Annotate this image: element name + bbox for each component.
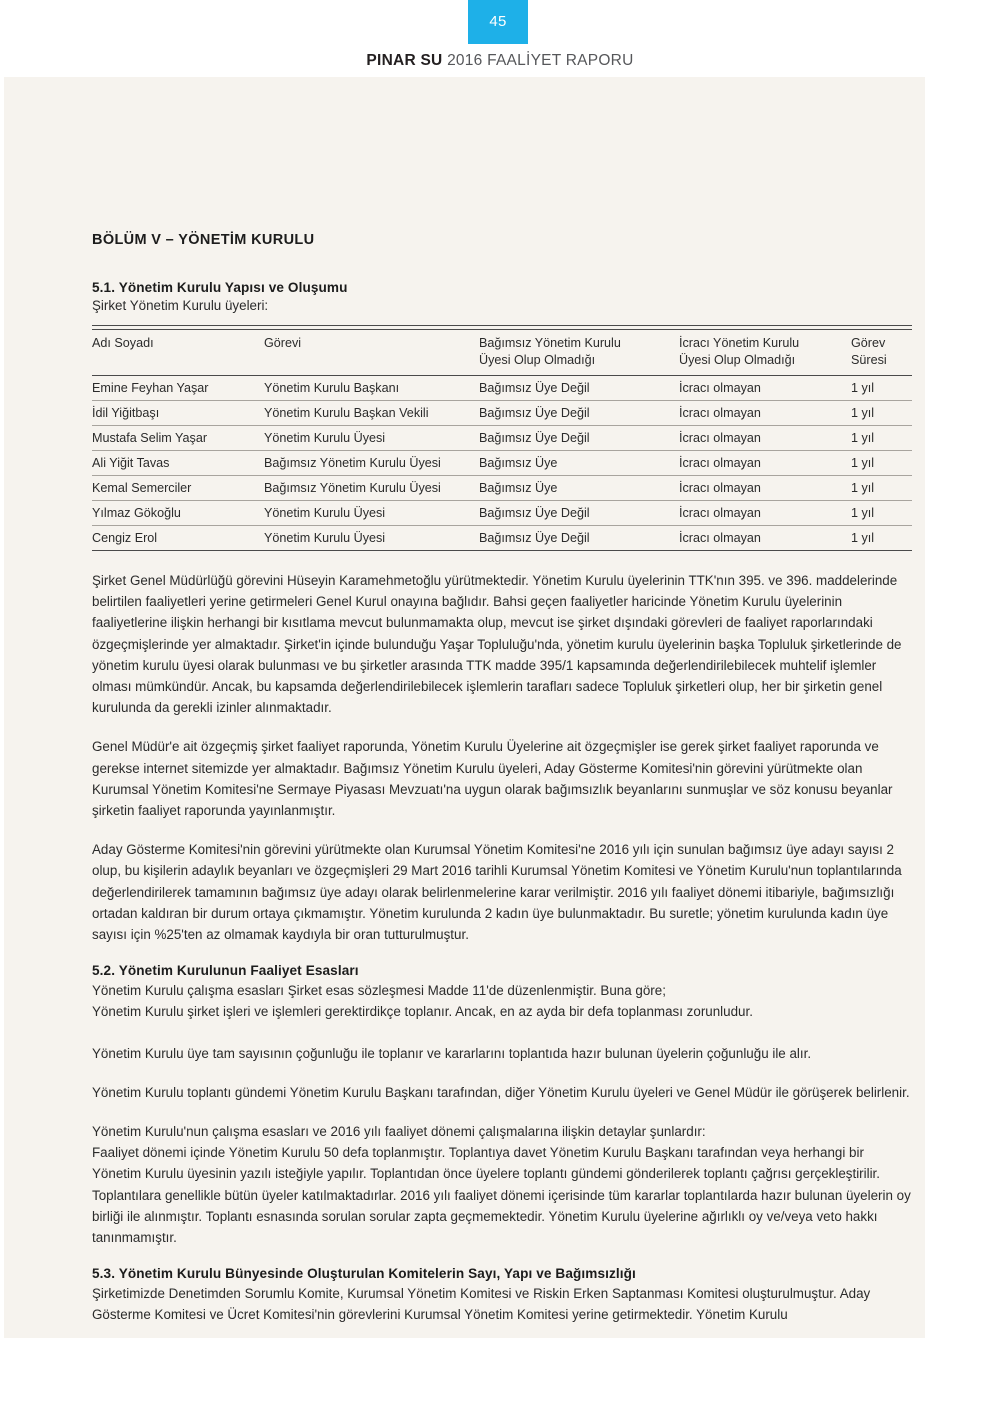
cell-term: 1 yıl <box>851 401 912 426</box>
cell-role: Yönetim Kurulu Üyesi <box>264 526 479 551</box>
section-5-3-block <box>92 1266 912 1325</box>
cell-independence: Bağımsız Üye Değil <box>479 501 679 526</box>
cell-name: Emine Feyhan Yaşar <box>92 376 264 401</box>
heading-5-3: 5.3. Yönetim Kurulu Bünyesinde Oluşturulan Komitelerin Sayı, Yapı ve Bağımsızlığı <box>92 1266 636 1282</box>
cell-executive: İcracı olmayan <box>679 476 851 501</box>
brand-name: PINAR SU <box>366 52 443 69</box>
cell-term: 1 yıl <box>851 526 912 551</box>
table-head <box>92 326 912 376</box>
table-header-row <box>92 330 912 376</box>
header-line-1: Bağımsız Yönetim Kurulu <box>479 336 621 350</box>
header-line-1: Görevi <box>264 336 302 350</box>
board-members-table <box>92 325 912 551</box>
table-body <box>92 376 912 551</box>
table-row <box>92 426 912 451</box>
cell-term: 1 yıl <box>851 476 912 501</box>
section-5-2-block <box>92 963 912 1022</box>
cell-name: Ali Yiğit Tavas <box>92 451 264 476</box>
cell-executive: İcracı olmayan <box>679 376 851 401</box>
column-header-executive <box>679 330 851 376</box>
cell-name: Mustafa Selim Yaşar <box>92 426 264 451</box>
header-line-2: Süresi <box>851 353 887 367</box>
heading-5-2: 5.2. Yönetim Kurulunun Faaliyet Esasları <box>92 963 359 979</box>
heading-5-1-lead: Şirket Yönetim Kurulu üyeleri: <box>92 298 269 313</box>
table-row <box>92 501 912 526</box>
cell-independence: Bağımsız Üye Değil <box>479 426 679 451</box>
cell-term: 1 yıl <box>851 451 912 476</box>
paragraph-3: Aday Gösterme Komitesi'nin görevini yürütmekte olan Kurumsal Yönetim Komitesi'ne 2016 yılı için sunulan bağımsız üye adayı sayısı 2 olup, bu kişilerin adaylık beyanları ve özgeçmişleri 29 Mart 2016 tarihli Kurumsal Yönetim Komitesi ve Yönetim Kurulu'nun toplantılarında değerlendirilerek tamamının bağımsız üye adayı olarak belirlenmelerine karar verilmiştir. 2016 yılı faaliyet dönemi itibariyle, bağımsızlığı ortadan kaldıran bir durum ortaya çıkmamıştır. Yönetim kurulunda 2 kadın üye bulunmaktadır. Bu suretle; yönetim kurulunda kadın üye sayısı için %25'ten az olmamak kaydıyla bir oran tutturulmuştur. <box>92 842 902 943</box>
cell-term: 1 yıl <box>851 426 912 451</box>
cell-term: 1 yıl <box>851 501 912 526</box>
table-row <box>92 451 912 476</box>
paragraph-8: Yönetim Kurulu'nun çalışma esasları ve 2016 yılı faaliyet dönemi çalışmalarına ilişkin detaylar şunlardır: <box>92 1124 706 1140</box>
cell-independence: Bağımsız Üye Değil <box>479 526 679 551</box>
cell-role: Yönetim Kurulu Üyesi <box>264 426 479 451</box>
page-content <box>92 232 912 1326</box>
column-header-role <box>264 330 479 376</box>
paragraph-7: Yönetim Kurulu toplantı gündemi Yönetim Kurulu Başkanı tarafından, diğer Yönetim Kurulu üyeleri ve Genel Müdür ile görüşerek belirlenir. <box>92 1084 910 1100</box>
spacer <box>92 1023 912 1043</box>
cell-role: Yönetim Kurulu Başkanı <box>264 376 479 401</box>
cell-name: Yılmaz Gökoğlu <box>92 501 264 526</box>
table-row <box>92 526 912 551</box>
body-copy <box>92 570 912 1326</box>
paragraph-6: Yönetim Kurulu üye tam sayısının çoğunluğu ile toplanır ve kararlarını toplantıda hazır bulunan üyelerin çoğunluğu ile alır. <box>92 1045 812 1061</box>
cell-executive: İcracı olmayan <box>679 501 851 526</box>
header-line-1: İcracı Yönetim Kurulu <box>679 336 800 350</box>
header-line-1: Görev <box>851 336 886 350</box>
cell-executive: İcracı olmayan <box>679 401 851 426</box>
page-number-badge: 45 <box>468 0 528 44</box>
cell-role: Bağımsız Yönetim Kurulu Üyesi <box>264 476 479 501</box>
cell-executive: İcracı olmayan <box>679 526 851 551</box>
paragraph-4: Yönetim Kurulu çalışma esasları Şirket esas sözleşmesi Madde 11'de düzenlenmiştir. Buna göre; <box>92 983 666 999</box>
running-header <box>0 52 1000 70</box>
cell-role: Yönetim Kurulu Üyesi <box>264 501 479 526</box>
cell-independence: Bağımsız Üye <box>479 451 679 476</box>
table-row <box>92 476 912 501</box>
cell-executive: İcracı olmayan <box>679 451 851 476</box>
cell-role: Bağımsız Yönetim Kurulu Üyesi <box>264 451 479 476</box>
header-line-2: Üyesi Olup Olmadığı <box>479 353 596 367</box>
paragraph-10: Şirketimizde Denetimden Sorumlu Komite, Kurumsal Yönetim Komitesi ve Riskin Erken Saptanması Komitesi oluşturulmuştur. Aday Gösterme Komitesi ve Ücret Komitesi'nin görevlerini Kurumsal Yönetim Komitesi yerine getirmektedir. Yönetim Kurulu <box>92 1286 871 1323</box>
page-title: BÖLÜM V – YÖNETİM KURULU <box>92 232 315 248</box>
paragraph-5: Yönetim Kurulu şirket işleri ve işlemleri gerektirdikçe toplanır. Ancak, en az ayda bir defa toplanması zorunludur. <box>92 1004 753 1020</box>
table-row <box>92 376 912 401</box>
cell-name: Cengiz Erol <box>92 526 264 551</box>
cell-name: İdil Yiğitbaşı <box>92 401 264 426</box>
cell-independence: Bağımsız Üye Değil <box>479 401 679 426</box>
cell-role: Yönetim Kurulu Başkan Vekili <box>264 401 479 426</box>
header-line-2: Üyesi Olup Olmadığı <box>679 353 796 367</box>
cell-independence: Bağımsız Üye Değil <box>479 376 679 401</box>
column-header-name <box>92 330 264 376</box>
column-header-independence <box>479 330 679 376</box>
cell-name: Kemal Semerciler <box>92 476 264 501</box>
table-row <box>92 401 912 426</box>
cell-independence: Bağımsız Üye <box>479 476 679 501</box>
cell-term: 1 yıl <box>851 376 912 401</box>
paragraph-1: Şirket Genel Müdürlüğü görevini Hüseyin Karamehmetoğlu yürütmektedir. Yönetim Kurulu üyelerinin TTK'nın 395. ve 396. maddelerinde belirtilen faaliyetleri yerine getirmeleri Genel Kurul onayına bağlıdır. Bahsi geçen faaliyetler haricinde Yönetim Kurulu üyelerinin faaliyetlerine ilişkin herhangi bir kısıtlama mevcut bulunmamakta olup, mevcut ise şirket dışındaki görevleri de faaliyet raporlarındaki özgeçmişlerinde yer almaktadır. Şirket'in içinde bulunduğu Yaşar Topluluğu'nda, yönetim kurulu üyelerinin başka Topluluk şirketlerinde de yönetim kurulu üyesi olarak bulunması ve bu şirketler arasında TTK madde 395/1 kapsamında değerlendirilebilecek muhtelif işlemler olması mümkündür. Ancak, bu kapsamda değerlendirilebilecek işlemlerin tarafları sadece Topluluk şirketleri olup, her bir şirketin genel kurulunda da gerekli izinler alınmaktadır. <box>92 573 902 716</box>
header-line-1: Adı Soyadı <box>92 336 154 350</box>
paragraph-2: Genel Müdür'e ait özgeçmiş şirket faaliyet raporunda, Yönetim Kurulu Üyelerine ait özgeçmişler ise gerek şirket faaliyet raporunda ve gerekse internet sitemizde yer almaktadır. Bağımsız Yönetim Kurulu üyeleri, Aday Gösterme Komitesi'nin görevini yürütmekte olan Kurumsal Yönetim Komitesi'ne Sermaye Piyasası Mevzuatı'na uygun olarak bağımsızlık beyanlarını sunmuşlar ve söz konusu beyanlar şirketin faaliyet raporunda yayınlanmıştır. <box>92 739 893 819</box>
report-title: 2016 FAALİYET RAPORU <box>447 52 634 69</box>
heading-5-1: 5.1. Yönetim Kurulu Yapısı ve Oluşumu <box>92 280 348 295</box>
column-header-term <box>851 330 912 376</box>
paragraph-9: Faaliyet dönemi içinde Yönetim Kurulu 50 defa toplanmıştır. Toplantıya davet Yönetim Kurulu Başkanı tarafından veya herhangi bir Yönetim Kurulu üyesinin yazılı isteğiyle yapılır. Toplantıdan önce üyelere toplantı gündemi gönderilerek toplantı çağrısı gerçekleştirilir. Toplantılara genellikle bütün üyeler katılmaktadırlar. 2016 yılı faaliyet dönemi içerisinde tüm kararlar toplantılarda hazır bulunan üyelerin oy birliği ile alınmıştır. Toplantı esnasında sorulan sorular zapta geçmemektedir. Yönetim Kurulu üyelerine ağırlıklı oy ve/veya veto hakkı tanınmamıştır. <box>92 1145 911 1246</box>
cell-executive: İcracı olmayan <box>679 426 851 451</box>
